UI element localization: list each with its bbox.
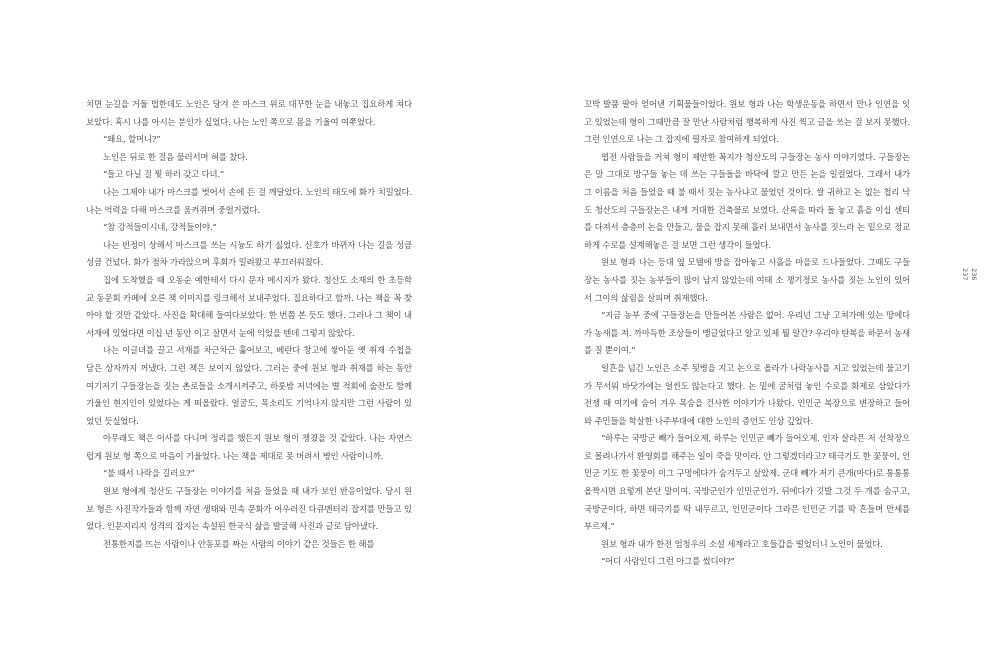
- dialogue: “들고 다닐 걸 뭣 하러 갖고 다녀.”: [103, 169, 225, 180]
- paragraph: 노인은 뒤로 한 걸음 물러서며 혀를 찼다.: [103, 151, 248, 162]
- paragraph: 아무래도 책은 이사를 다니며 정리를 했든지 원보 형이 챙겼을 것 같았다. 나는 자연스럽게 원보 형 쪽으로 마음이 기울었다. 나는 책을 제대로 못 버려서 병인 사람이니까.: [86, 433, 412, 461]
- paragraph: 꼬박 발품 팔아 얻어낸 기획물들이었다. 원보 형과 나는 학생운동을 하면서 만나 인연을 잇고 있었는데 형이 그때만큼 잘 만난 사람처럼 행복하게 사진 찍고 글을 쓰는 걸 보지 못했다. 그런 인연으로 나는 그 잡지에 필자로 참여하게 되었다.: [584, 99, 910, 145]
- paragraph: 원보 형에게 청산도 구들장논 이야기를 처음 들었을 때 내가 보인 반응이었다. 당시 원보 형은 사진작가들과 함께 자연 생태와 민속 문화가 어우러진 다큐멘터리 잡지를 만들고 있었다. 인문지리지 성격의 잡지는 속설된 한국식 삶을 발굴해 사진과 글로 담아냈다.: [86, 486, 412, 532]
- dialogue: “하루는 국방군 빼가 들어오제, 하루는 인민군 빼가 들어오제. 인자 살라믄 저 선착장으로 몰려나가서 환영회를 해주는 일이 죽을 맛이라. 안 그렇겠더라고? 태극기도 한 꽃뭉이, 인민군 기도 한 꽃뭉이 이그 구멍에다가 숨겨두고 살았제. 군대 빼가 저기 큰개(마다)로 통통통 올짝시면 요렇게 본단 말이여. 국방군인가 인민군인가. 뒤에다가 깃발 그것 두 개를 숨구고, 국방군이다, 하면 태극기를 딱 내두르고, 인민군이다 그라믄 인민군 기를 딱 흔들며 만세를 부르제.”: [584, 433, 910, 532]
- paragraph: 원보 형과 내가 한전 엄청우의 소설 세계라고 호들갑을 떨었더니 노인이 물었다.: [601, 538, 883, 549]
- paragraph: 나는 빈정이 상해서 마스크를 쓰는 시늉도 하기 싫었다. 신호가 바뀌자 나는 길을 성큼성큼 건넜다. 화가 점차 가라앉으며 후회가 밀려왔고 부끄러워졌다.: [86, 239, 412, 268]
- paragraph: 치면 눈길을 거둘 법한데도 노인은 당겨 쓴 마스크 위로 대꾸한 눈을 내놓고 집요하게 쳐다보았다. 혹시 나를 아시는 분인가 싶었다. 나는 노인 쪽으로 몸을 기울여 여쭈었다.: [86, 99, 412, 127]
- paragraph: 나는 이글녀를 끌고 서재를 차근차근 훑어보고, 베란다 창고에 쌓아둔 옛 취재 수첩을 담은 상자까지 꺼냈다. 그런 책은 보이지 않았다. 그러는 중에 원보 형과 취재를 하는 동안 여기저기 구들장논을 짓는 촌로들을 소개시켜주고, 하룻밤 저녁에는 별 적회에 술잔도 함께 기울인 현지인이 있었다는 게 떠올랐다. 얼굴도, 목소리도 기억나지 않지만 그런 사람이 있었던 듯싶었다.: [86, 345, 412, 426]
- dialogue: “어디 사람인디 그런 아그를 썼디야?”: [601, 556, 735, 567]
- paragraph: 엽전 사람들을 거쳐 형이 제안한 꼭지가 청산도의 구들장논 농사 이야기였다. 구들장논은 말 그대로 방구들 놓는 데 쓰는 구들돌을 바닥에 깔고 만든 논을 일컬었다. 그래서 내가 그 이름을 처음 들었을 때 불 때서 짓는 농사냐고 물었던 것이다. 쌀 귀하고 논 없는 첩리 낙도 청산도의 구들장논은 내게 거대한 건축물로 보였다. 산록을 따라 돌 놓고 흙을 이십 센티를 다져서 층층이 논을 만들고, 물을 잡지 못해 흘러 보내면서 농사를 짓느라 논 밑으로 정교하게 수로를 설계해놓은 걸 보면 그런 생각이 들었다.: [584, 151, 910, 250]
- paragraph: 나는 그제야 내가 마스크를 벗어서 손에 든 걸 깨달았다. 노인의 태도에 화가 치밀었다. 나는 억력을 다해 마스크를 움켜쥐며 중얼거렸다.: [86, 186, 412, 215]
- left-page: [86, 96, 412, 553]
- paragraph: 원보 형과 나는 등대 옆 모텔에 방을 잡아놓고 사흘을 마을로 드나들었다. 그때도 구들장논 농사를 짓는 농부들이 많이 남지 않았는데 여태 소 챙기정로 농사를 짓는 노인이 있어서 그이의 삶림을 살피며 취재했다.: [584, 257, 910, 303]
- dialogue: “왜요, 할머니?”: [103, 134, 161, 145]
- dialogue: “불 때서 나락을 길러요?”: [103, 468, 195, 479]
- dialogue: “참 강적들이시네, 강적들이야.”: [103, 222, 217, 233]
- page-number-left: 236: [970, 268, 978, 281]
- right-page: [584, 96, 910, 571]
- page-number-right: 237: [961, 268, 969, 281]
- paragraph: 일흔을 넘긴 노인은 소주 됫병을 지고 논으로 올라가 나락농사를 지고 있었는데 물고기가 무서워 바닷가에는 얼씬도 않는다고 했다. 논 밑에 굴처럼 놓인 수로를 화제로 삼았다가 전쟁 때 여기에 숨어 겨우 목숨을 건사한 이야기가 나왔다. 인민군 복장으로 변장하고 들어와 주민들을 학살한 나주부대에 대한 노인의 증언도 인상 깊었다.: [584, 362, 910, 426]
- paragraph: 집에 도착했을 때 오동순 예한테서 다시 문자 메시지가 왔다. 청산도 소재의 한 초등학교 동문회 카페에 오른 책 이미지를 링크해서 보내주었다. 집요하다고 할까. 나는 책을 꼭 찾아야 할 것만 같았다. 사진을 확대해 들여다보았다. 한 번쯤 본 듯도 했다. 그러나 그 책이 내 서재에 있었다면 이십 년 동안 이고 살면서 눈에 익었을 텐데 그렇지 않았다.: [86, 274, 412, 338]
- dialogue: “지금 농부 중에 구들장논을 만들어본 사람은 없어. 우리넌 그냥 고쳐가매 있는 땅에다가 농새를 져. 까마득한 조상들이 맹글었다고 알고 있제 뭘 알간? 우리야 탄복을 하문서 농새를 질 뿐이여.”: [584, 310, 910, 356]
- paragraph: 전통한지를 뜨는 사람이나 안동포를 짜는 사람의 이야기 같은 것들은 한 해를: [103, 538, 375, 549]
- page-numbers: [960, 268, 978, 294]
